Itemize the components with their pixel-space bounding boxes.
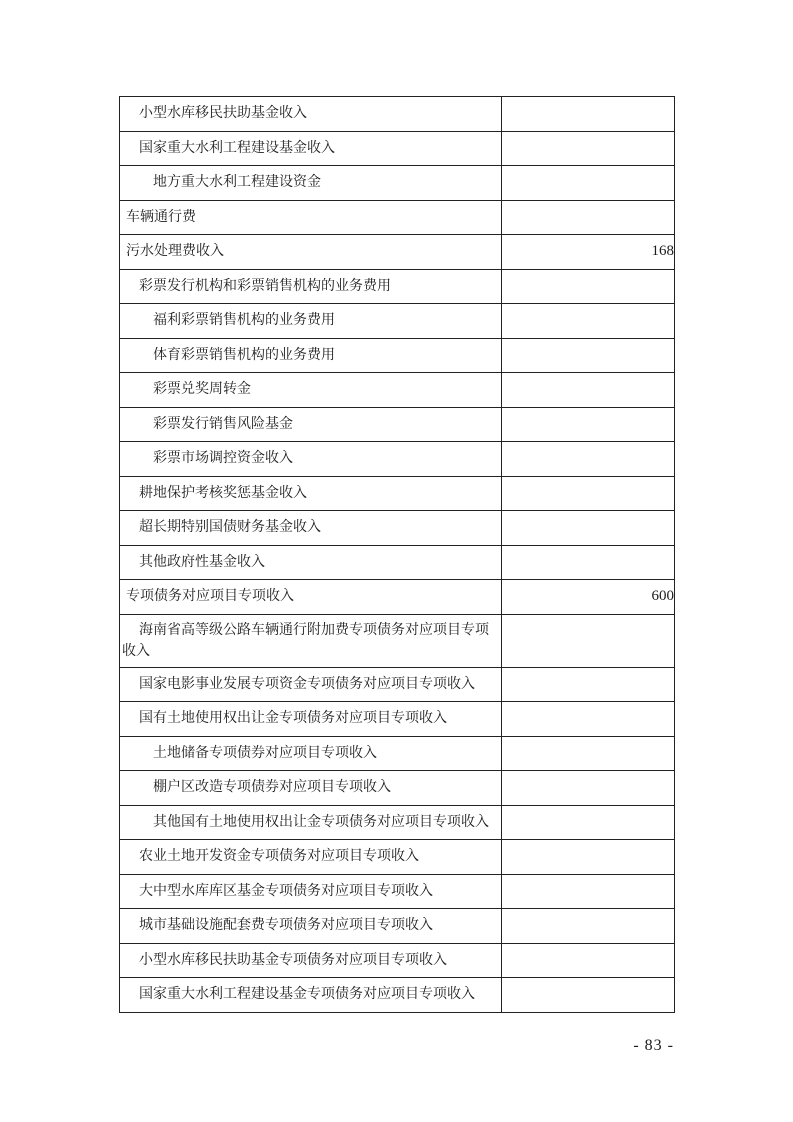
item-cell — [120, 943, 502, 978]
item-label: 彩票发行机构和彩票销售机构的业务费用 — [139, 278, 391, 294]
table-row — [120, 511, 675, 546]
item-cell — [120, 476, 502, 511]
item-cell — [120, 131, 502, 166]
amount-cell — [502, 511, 675, 546]
item-cell — [120, 304, 502, 339]
item-label: 国家电影事业发展专项资金专项债务对应项目专项收入 — [139, 676, 475, 692]
item-cell — [120, 545, 502, 580]
item-label: 土地储备专项债券对应项目专项收入 — [153, 745, 377, 761]
table-row — [120, 476, 675, 511]
table-row — [120, 269, 675, 304]
item-label: 地方重大水利工程建设资金 — [153, 175, 321, 191]
table-row — [120, 840, 675, 875]
item-label: 彩票兑奖周转金 — [153, 382, 251, 398]
table-row — [120, 978, 675, 1013]
amount-cell — [502, 702, 675, 737]
amount-cell — [502, 736, 675, 771]
table-row — [120, 943, 675, 978]
amount-cell — [502, 909, 675, 944]
item-label: 污水处理费收入 — [126, 244, 224, 260]
item-label: 国家重大水利工程建设基金专项债务对应项目专项收入 — [139, 987, 475, 1003]
amount-cell — [502, 805, 675, 840]
item-label: 小型水库移民扶助基金收入 — [139, 106, 307, 122]
item-cell — [120, 978, 502, 1013]
item-cell — [120, 909, 502, 944]
amount-cell — [502, 840, 675, 875]
item-label: 农业土地开发资金专项债务对应项目专项收入 — [139, 849, 419, 865]
item-label: 耕地保护考核奖惩基金收入 — [139, 485, 307, 501]
amount-cell — [502, 442, 675, 477]
table-row — [120, 200, 675, 235]
table-row — [120, 909, 675, 944]
table-row — [120, 304, 675, 339]
table-row — [120, 166, 675, 201]
table-row — [120, 771, 675, 806]
table-row — [120, 614, 675, 667]
table-row — [120, 874, 675, 909]
item-cell — [120, 338, 502, 373]
amount-cell — [502, 943, 675, 978]
item-cell — [120, 373, 502, 408]
table-row — [120, 805, 675, 840]
amount-cell — [502, 476, 675, 511]
page-number: - 83 - — [633, 1037, 674, 1054]
table-row — [120, 702, 675, 737]
item-label: 其他国有土地使用权出让金专项债务对应项目专项收入 — [153, 814, 489, 830]
item-cell — [120, 736, 502, 771]
item-label: 体育彩票销售机构的业务费用 — [153, 347, 335, 363]
item-cell — [120, 200, 502, 235]
table-row — [120, 736, 675, 771]
amount-cell: 168 — [502, 235, 675, 270]
item-cell — [120, 235, 502, 270]
item-cell — [120, 614, 502, 667]
item-label: 大中型水库库区基金专项债务对应项目专项收入 — [139, 883, 433, 899]
amount-cell — [502, 978, 675, 1013]
item-label: 国家重大水利工程建设基金收入 — [139, 140, 335, 156]
item-label: 棚户区改造专项债券对应项目专项收入 — [153, 780, 391, 796]
item-cell — [120, 511, 502, 546]
item-label: 国有土地使用权出让金专项债务对应项目专项收入 — [139, 711, 447, 727]
amount-cell — [502, 407, 675, 442]
amount-cell — [502, 771, 675, 806]
item-cell — [120, 805, 502, 840]
amount-cell — [502, 269, 675, 304]
item-label: 车辆通行费 — [126, 209, 196, 225]
amount-cell — [502, 304, 675, 339]
item-cell — [120, 97, 502, 132]
amount-cell — [502, 667, 675, 702]
amount-cell — [502, 131, 675, 166]
amount-cell — [502, 874, 675, 909]
item-label: 其他政府性基金收入 — [139, 554, 265, 570]
table-row — [120, 97, 675, 132]
table-row — [120, 373, 675, 408]
amount-cell — [502, 97, 675, 132]
item-cell — [120, 667, 502, 702]
amount-cell — [502, 614, 675, 667]
table-row — [120, 442, 675, 477]
amount-cell — [502, 166, 675, 201]
item-cell — [120, 580, 502, 615]
item-cell — [120, 771, 502, 806]
table-row — [120, 407, 675, 442]
item-label: 超长期特别国债财务基金收入 — [139, 520, 321, 536]
table-row — [120, 667, 675, 702]
table-row — [120, 545, 675, 580]
budget-table — [119, 96, 675, 1013]
amount-cell — [502, 545, 675, 580]
item-label: 专项债务对应项目专项收入 — [126, 589, 294, 605]
item-cell — [120, 269, 502, 304]
item-label: 城市基础设施配套费专项债务对应项目专项收入 — [139, 918, 433, 934]
item-label: 彩票发行销售风险基金 — [153, 416, 293, 432]
amount-cell — [502, 338, 675, 373]
amount-cell — [502, 373, 675, 408]
item-cell — [120, 874, 502, 909]
item-label: 小型水库移民扶助基金专项债务对应项目专项收入 — [139, 952, 447, 968]
item-cell — [120, 840, 502, 875]
item-cell — [120, 166, 502, 201]
table-row — [120, 338, 675, 373]
amount-cell: 600 — [502, 580, 675, 615]
item-label: 彩票市场调控资金收入 — [153, 451, 293, 467]
table-row — [120, 235, 675, 270]
table-row — [120, 580, 675, 615]
item-cell — [120, 407, 502, 442]
item-cell — [120, 702, 502, 737]
item-cell — [120, 442, 502, 477]
amount-cell — [502, 200, 675, 235]
item-label: 海南省高等级公路车辆通行附加费专项债务对应项目专项收入 — [122, 622, 489, 659]
item-label: 福利彩票销售机构的业务费用 — [153, 313, 335, 329]
table-row — [120, 131, 675, 166]
